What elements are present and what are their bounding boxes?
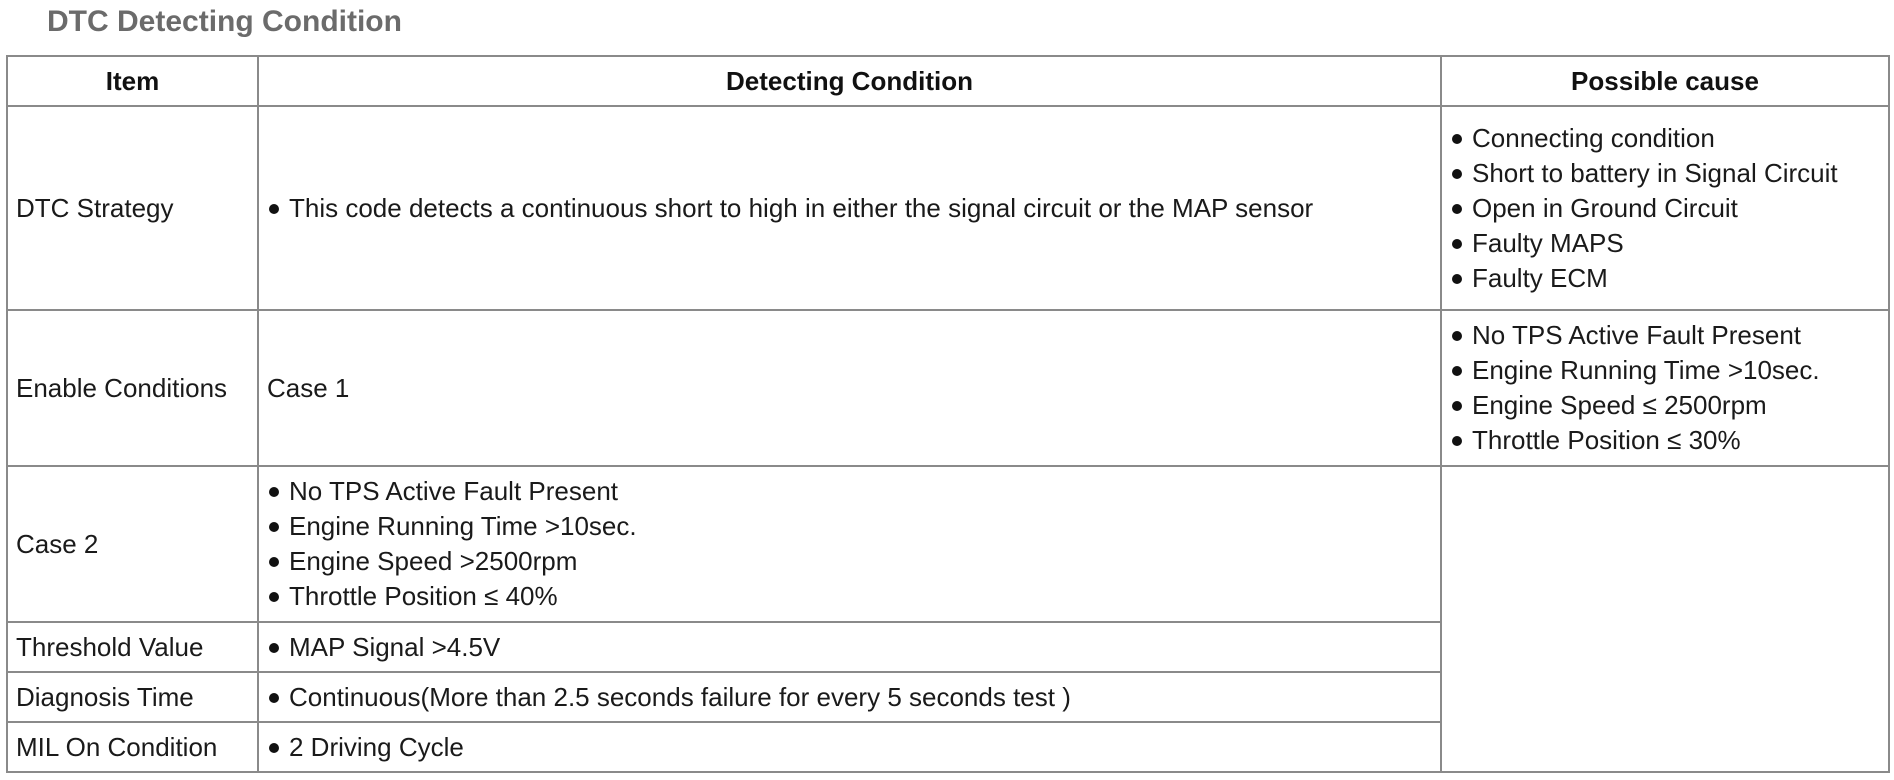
item-dtc-strategy: DTC Strategy: [7, 106, 258, 310]
table-header-row: [7, 56, 1889, 106]
page-title: DTC Detecting Condition: [47, 5, 402, 38]
header-possible-cause: Possible cause: [1441, 56, 1889, 106]
cause-item: Connecting condition: [1450, 121, 1880, 156]
condition-diagnosis-time: [258, 672, 1441, 722]
item-diagnosis-time: Diagnosis Time: [7, 672, 258, 722]
list-item: Throttle Position ≤ 30%: [1450, 423, 1880, 458]
table-row-dtc-strategy: [7, 106, 1889, 310]
item-case-2: Case 2: [7, 466, 258, 622]
condition-case-1: Case 1: [258, 310, 1441, 466]
cause-item: Open in Ground Circuit: [1450, 191, 1880, 226]
cause-item: Faulty ECM: [1450, 261, 1880, 296]
list-item: No TPS Active Fault Present: [1450, 318, 1880, 353]
list-item: Engine Running Time >10sec.: [1450, 353, 1880, 388]
item-enable-conditions: Enable Conditions: [7, 310, 258, 466]
condition-dtc-strategy: [258, 106, 1441, 310]
bullet-item: This code detects a continuous short to high in either the signal circuit or the MAP sensor: [267, 191, 1432, 226]
table-row-enable-conditions: [7, 310, 1889, 466]
bullet-item: Continuous(More than 2.5 seconds failure for every 5 seconds test ): [267, 680, 1432, 715]
list-item: Throttle Position ≤ 40%: [267, 579, 1432, 614]
list-item: Engine Speed ≤ 2500rpm: [1450, 388, 1880, 423]
list-item: No TPS Active Fault Present: [267, 474, 1432, 509]
bullet-item: MAP Signal >4.5V: [267, 630, 1432, 665]
case-1-details-cell: [1441, 310, 1889, 466]
condition-mil-on-condition: [258, 722, 1441, 772]
empty-cause-cell: [1441, 466, 1889, 772]
possible-cause-list-cell: [1441, 106, 1889, 310]
case-2-details-cell: [258, 466, 1441, 622]
table-row-case-2: [7, 466, 1889, 622]
condition-threshold-value: [258, 622, 1441, 672]
dtc-table: [6, 55, 1890, 773]
bullet-item: 2 Driving Cycle: [267, 730, 1432, 765]
list-item: Engine Running Time >10sec.: [267, 509, 1432, 544]
cause-item: Short to battery in Signal Circuit: [1450, 156, 1880, 191]
item-threshold-value: Threshold Value: [7, 622, 258, 672]
item-mil-on-condition: MIL On Condition: [7, 722, 258, 772]
header-detecting-condition: Detecting Condition: [258, 56, 1441, 106]
list-item: Engine Speed >2500rpm: [267, 544, 1432, 579]
header-item: Item: [7, 56, 258, 106]
cause-item: Faulty MAPS: [1450, 226, 1880, 261]
